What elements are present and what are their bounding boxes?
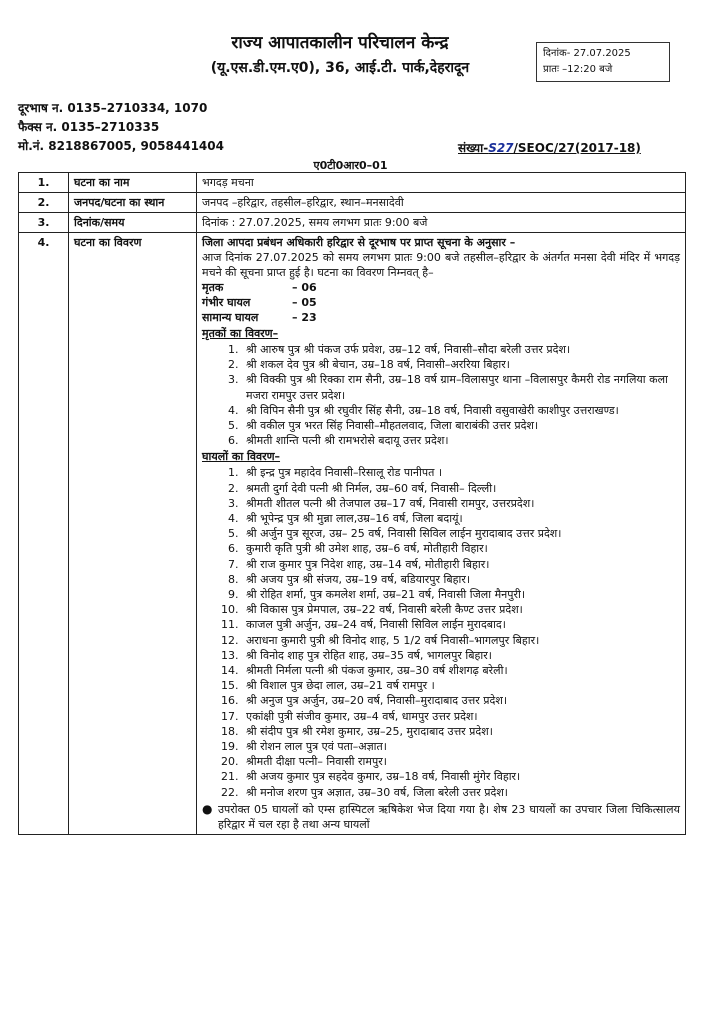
row-label: घटना का विवरण <box>69 233 197 835</box>
casualty-count: – 06 <box>292 281 317 294</box>
list-item: 5. श्री वकील पुत्र भरत सिंह निवासी–मौहतलवाद, जिला बाराबंकी उत्तर प्रदेश। <box>242 418 680 433</box>
list-item: 15. श्री विशाल पुत्र छेदा लाल, उम्र–21 वर्ष रामपुर । <box>242 678 680 693</box>
reference-prefix: संख्या- <box>458 141 489 155</box>
incident-table <box>18 172 686 835</box>
injured-list-heading: घायलों का विवरण– <box>202 450 281 464</box>
reference-suffix: /SEOC/27(2017-18) <box>513 141 641 155</box>
casualty-label: मृतक <box>202 281 224 294</box>
row-value: दिनांक : 27.07.2025, समय लगभग प्रातः 9:00 बजे <box>197 213 686 233</box>
list-item: 1. श्री इन्द्र पुत्र महादेव निवासी–रिसालू रोड पानीपत । <box>242 465 680 480</box>
table-row <box>19 173 686 193</box>
casualty-count: – 05 <box>292 296 317 309</box>
date-label: दिनांक- 27.07.2025 <box>543 48 631 59</box>
row-label: घटना का नाम <box>69 173 197 193</box>
summary-bullet <box>202 802 680 832</box>
list-item: 6. श्रीमती शान्ति पत्नी श्री रामभरोसे बदायू उत्तर प्रदेश। <box>242 433 680 448</box>
bullet-dot-icon: ● <box>202 801 213 816</box>
list-item: 7. श्री राज कुमार पुत्र निदेश शाह, उम्र–14 वर्ष, मोतीहारी बिहार। <box>242 557 680 572</box>
table-row <box>19 233 686 835</box>
casualty-row <box>202 295 342 310</box>
date-time-box <box>536 42 670 82</box>
list-item: 4. श्री भूपेन्द्र पुत्र श्री मुन्ना लाल,उम्र–16 वर्ष, जिला बदायूं। <box>242 511 680 526</box>
row-label: दिनांक/समय <box>69 213 197 233</box>
list-item: 5. श्री अर्जुन पुत्र सूरज, उम्र– 25 वर्ष, निवासी सिविल लाईन मुरादाबाद उत्तर प्रदेश। <box>242 526 680 541</box>
mobile-number: मो.नं. 8218867005, 9058441404 <box>18 139 224 153</box>
dead-list-heading: मृतकों का विवरण– <box>202 327 279 340</box>
list-item: 9. श्री रोहित शर्मा, पुत्र कमलेश शर्मा, उम्र–21 वर्ष, निवासी जिला मैनपुरी। <box>242 587 680 602</box>
details-heading: जिला आपदा प्रबंधन अधिकारी हरिद्वार से दूरभाष पर प्राप्त सूचना के अनुसार – <box>202 236 516 249</box>
incident-details <box>197 233 686 835</box>
time-label: प्रातः –12:20 बजे <box>543 64 613 75</box>
details-intro: आज दिनांक 27.07.2025 को समय लगभग प्रातः 9:00 बजे तहसील–हरिद्वार के अंतर्गत मनसा देवी मंदिर में भगदड़ मचने की सूचना प्राप्त हुई है। घटना का विवरण निम्नवत् है– <box>202 251 680 279</box>
list-item: 3. श्री विक्की पुत्र श्री रिक्का राम सैनी, उम्र–18 वर्ष ग्राम–विलासपुर थाना –विलासपुर कैमरी रोड नगलिया कला मजरा रामपुर उत्तर प्रदेश। <box>242 372 680 402</box>
list-item: 16. श्री अनुज पुत्र अर्जुन, उम्र–20 वर्ष, निवासी–मुरादाबाद उत्तर प्रदेश। <box>242 693 680 708</box>
list-item: 17. एकांक्षी पुत्री संजीव कुमार, उम्र–4 वर्ष, धामपुर उत्तर प्रदेश। <box>242 709 680 724</box>
row-number: 2. <box>19 193 69 213</box>
list-item: 11. काजल पुत्री अर्जुन, उम्र–24 वर्ष, निवासी सिविल लाईन मुरादबाद। <box>242 617 680 632</box>
phone-number: दूरभाष न. 0135–2710334, 1070 <box>18 101 208 115</box>
row-number: 4. <box>19 233 69 835</box>
list-item: 3. श्रीमती शीतल पत्नी श्री तेजपाल उम्र–17 वर्ष, निवासी रामपुर, उत्तरप्रदेश। <box>242 496 680 511</box>
casualty-row <box>202 310 342 325</box>
list-item: 14. श्रीमती निर्मला पत्नी श्री पंकज कुमार, उम्र–30 वर्ष शीशगढ़ बरेली। <box>242 663 680 678</box>
casualty-row <box>202 280 342 295</box>
list-item: 2. श्रमती दुर्गा देवी पत्नी श्री निर्मल, उम्र–60 वर्ष, निवासी– दिल्ली। <box>242 481 680 496</box>
injured-list <box>202 465 680 799</box>
list-item: 22. श्री मनोज शरण पुत्र अज्ञात, उम्र–30 वर्ष, जिला बरेली उत्तर प्रदेश। <box>242 785 680 800</box>
list-item: 8. श्री अजय पुत्र श्री संजय, उम्र–19 वर्ष, बडियारपुर बिहार। <box>242 572 680 587</box>
casualty-label: सामान्य घायल <box>202 311 259 324</box>
office-address: (यू.एस.डी.एम.ए0), 36, आई.टी. पार्क,देहरादून <box>210 60 470 76</box>
list-item: 4. श्री विपिन सैनी पुत्र श्री रघुवीर सिंह सैनी, उम्र–18 वर्ष, निवासी वसुवाखेरी काशीपुर उत्तराखण्ड। <box>242 403 680 418</box>
table-row <box>19 193 686 213</box>
row-number: 3. <box>19 213 69 233</box>
list-item: 12. अराधना कुमारी पुत्री श्री विनोद शाह, 5 1/2 वर्ष निवासी–भागलपुर बिहार। <box>242 633 680 648</box>
row-number: 1. <box>19 173 69 193</box>
casualty-label: गंभीर घायल <box>202 296 251 309</box>
list-item: 6. कुमारी कृति पुत्री श्री उमेश शाह, उम्र–6 वर्ष, मोतीहारी विहार। <box>242 541 680 556</box>
list-item: 2. श्री शकल देव पुत्र श्री बेचान, उम्र–18 वर्ष, निवासी–अररिया बिहार। <box>242 357 680 372</box>
fax-number: फैक्स न. 0135–2710335 <box>18 120 160 134</box>
reference-number <box>458 139 641 156</box>
row-value: भगदड़ मचना <box>197 173 686 193</box>
list-item: 19. श्री रोशन लाल पुत्र एवं पता–अज्ञात। <box>242 739 680 754</box>
report-code: ए0टी0आर0–01 <box>313 159 388 172</box>
list-item: 10. श्री विकास पुत्र प्रेमपाल, उम्र–22 वर्ष, निवासी बरेली कैण्ट उत्तर प्रदेश। <box>242 602 680 617</box>
handwritten-number: S27 <box>488 141 514 155</box>
list-item: 1. श्री आरुष पुत्र श्री पंकज उर्फ प्रवेश, उम्र–12 वर्ष, निवासी–सौदा बरेली उत्तर प्रदेश। <box>242 342 680 357</box>
list-item: 21. श्री अजय कुमार पुत्र सहदेव कुमार, उम्र–18 वर्ष, निवासी मुंगेर विहार। <box>242 769 680 784</box>
casualty-count: – 23 <box>292 311 317 324</box>
list-item: 20. श्रीमती दीक्षा पत्नी– निवासी रामपुर। <box>242 754 680 769</box>
summary-text: उपरोक्त 05 घायलों को एम्स हास्पिटल ऋषिकेश भेज दिया गया है। शेष 23 घायलों का उपचार जिला चिकित्सालय हरिद्वार में चल रहा है तथा अन्य घायलों <box>218 802 680 831</box>
row-value: जनपद –हरिद्वार, तहसील–हरिद्वार, स्थान–मनसादेवी <box>197 193 686 213</box>
dead-list <box>202 342 680 448</box>
list-item: 18. श्री संदीप पुत्र श्री रमेश कुमार, उम्र–25, मुरादाबाद उत्तर प्रदेश। <box>242 724 680 739</box>
row-label: जनपद/घटना का स्थान <box>69 193 197 213</box>
office-title: राज्य आपातकालीन परिचालन केन्द्र <box>231 33 449 53</box>
list-item: 13. श्री विनोद शाह पुत्र रोहित शाह, उम्र–35 वर्ष, भागलपुर बिहार। <box>242 648 680 663</box>
table-row <box>19 213 686 233</box>
